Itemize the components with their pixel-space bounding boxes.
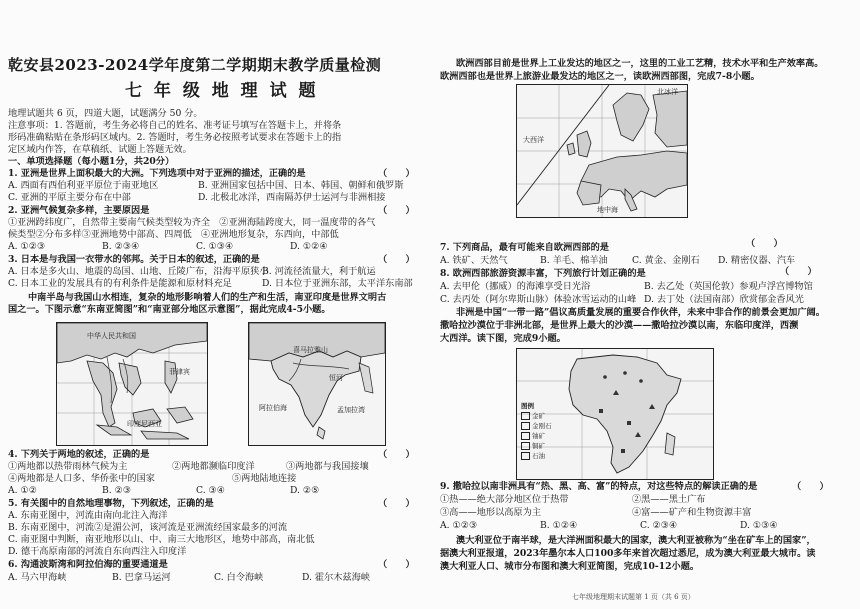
option-d: D. 德干高原南部的河流自东向西注入印度洋 [8,546,187,557]
option-a: A. 去甲伦（挪威）的海滩享受日光浴 [440,281,591,292]
option-a: A. ①②③ [8,241,46,252]
option-a: A. 马六甲海峡 [8,572,67,583]
legend-swatch [521,422,530,430]
option-c: C. ③④ [196,485,226,496]
option-d: D. 北极北冰洋，西南隔苏伊士运河与非洲相接 [198,192,386,203]
option-a: A. 铁矿、天然气 [440,255,508,266]
map-label: 孟加拉湾 [337,406,365,414]
legend-label: 铀矿 [532,432,545,440]
option-b: B. 羊毛、棉羊油 [540,255,608,266]
western-europe-map [516,84,688,218]
option-c: C. 亚洲的平原主要分布在中部 [8,192,131,203]
legend-label: 金矿 [532,412,545,420]
africa-map-graphic [517,349,713,479]
option-b: B. ②③ [102,485,132,496]
answer-paren: （ ） [378,254,415,265]
statement-line: ①两地都以热带雨林气候为主 [8,461,128,472]
western-europe-map-graphic [517,85,687,217]
passage-line: 中南半岛与我国山水相连，复杂的地形影响着人们的生产和生活，南亚印度是世界文明古 [28,292,387,303]
intro-line: 定区域内作答，在草稿纸、试题上答题无效。 [8,144,192,155]
option-d: D. ②⑤ [290,485,320,496]
passage-line: 欧洲西部目前是世界上工业发达的地区之一，这里的工业工艺精，技术水平和生产效率高。 [456,58,824,69]
answer-paren: （ ） [746,238,783,249]
option-a: A. 东南亚图中，河流由南向北注入海洋 [8,510,168,521]
option-a: A. 日本是多火山、地震的岛国、山地、丘陵广布，沿海平原狭小 [8,266,269,277]
question-stem: 4. 下列关于两地的叙述，正确的是 [8,449,150,460]
legend-swatch [521,452,530,460]
map-label: 地中海 [597,206,618,214]
option-b: B. 亚洲国家包括中国、日本、韩国、朝鲜和俄罗斯 [198,180,404,191]
statement-line: ④富——矿产和生物资源丰富 [632,507,752,518]
question-stem: 8. 欧洲西部旅游资源丰富，下列旅行计划正确的是 [440,268,646,279]
option-c: C. ②③④ [640,520,678,531]
passage-line: 据澳大利亚报道，2023年墨尔本人口100多年来首次超过悉尼，成为澳大利亚最大城市。读 [440,548,816,559]
statement-line: ③两地都与我国接壤 [286,461,369,472]
map-label: 菲律宾 [169,368,190,376]
intro-line: 注意事项：1. 答题前，考生务必将自己的姓名、准考证号填写在答题卡上，并将条 [8,120,342,131]
option-b: B. ②③④ [102,241,140,252]
south-asia-map [248,322,386,446]
legend-label: 金刚石 [532,422,552,430]
map-label: 恒河 [329,374,343,382]
exam-title: 乾安县2023-2024学年度第二学期期末教学质量检测 [8,56,382,74]
legend-swatch [521,412,530,420]
legend-label: 铜矿 [532,442,545,450]
option-d: D. 去丁处（法国南部）欣赏郁金香风光 [644,294,804,305]
statement-line: ②黑——黑土广布 [632,494,706,505]
statement-line: ②两地都濒临印度洋 [172,461,255,472]
passage-line: 大西洋。读下图，完成9小题。 [440,333,566,344]
legend-item [521,431,545,440]
map-label: 大西洋 [523,136,544,144]
passage-line: 撒哈拉沙漠位于非洲北部，是世界上最大的沙漠——撒哈拉沙漠以南，东临印度洋，西濒 [440,320,799,331]
passage-line: 澳大利亚位于南半球，是大洋洲面积最大的国家，澳大利亚被称为“坐在矿车上的国家”， [456,535,816,546]
statement-line: ④两地都是人口多、华侨张中的国家 [8,473,155,484]
question-stem: 6. 沟通波斯湾和阿拉伯海的重要通道是 [8,559,168,570]
legend-swatch [521,442,530,450]
answer-paren: （ ） [378,498,415,509]
option-d: D. 精密仪器、汽车 [718,255,796,266]
option-d: D. ①③④ [740,520,778,531]
map-label: 阿拉伯海 [259,404,287,412]
map-label: 印度尼西亚 [127,420,162,428]
answer-paren: （ ） [378,559,415,570]
answer-paren: （ ） [780,266,817,277]
passage-line: 欧洲西部也是世界上旅游业最发达的地区之一，读欧洲西部图，完成7-8小题。 [440,71,760,82]
answer-paren: （ ） [378,168,415,179]
option-a: A. 西面有西伯利亚平原位于南亚地区 [8,180,159,191]
statement-line: 候类型②分布多样③亚洲地势中部高、四周低 ④亚洲地形复杂，东西向，中部低 [8,229,339,240]
intro-line: 地理试题共 6 页，四道大题，试题满分 50 分。 [8,108,203,119]
intro-line: 形码准确粘贴在条形码区域内。2. 答题时，考生务必按照考试要求在答题卡上的指 [8,132,342,143]
passage-line: 澳大利亚人口、城市分布图和澳大利亚简图，完成10-12小题。 [440,561,700,572]
question-stem: 3. 日本是与我国一衣带水的邻邦。关于日本的叙述，正确的是 [8,254,260,265]
option-c: C. 黄金、金刚石 [632,255,700,266]
option-c: C. ①③④ [196,241,234,252]
statement-line: ①亚洲跨纬度广，自然带主要南气候类型较为齐全 ②亚洲海陆跨度大，同一温度带的各气 [8,217,376,228]
option-a: A. ①②③ [440,520,478,531]
passage-line: 国之一。下图示意“东南亚简图”和“南亚部分地区示意图”，据此完成4-5小题。 [8,304,331,315]
passage-line: 非洲是中国“一带一路”倡议高质量发展的重要合作伙伴，未来中非合作的前景会更加广阔。 [456,307,825,318]
question-stem: 1. 亚洲是世界上面积最大的大洲。下列选项中对于亚洲的描述，正确的是 [8,168,306,179]
map-label: 北冰洋 [657,88,678,96]
answer-paren: （ ） [378,449,415,460]
option-d: D. ①②④ [290,241,328,252]
africa-map [516,348,714,480]
option-a: A. ①② [8,485,37,496]
south-asia-map-graphic [249,323,385,445]
section-title: 一、单项选择题（每小题1分，共20分） [8,156,175,167]
answer-paren: （ ） [378,205,415,216]
statement-line: ⑤两地陆地连接 [232,473,297,484]
legend-item [521,451,545,460]
legend-item [521,411,545,420]
option-c: C. 白令海峡 [214,572,264,583]
page-footer: 七年级地理期末试题第 1 页（共 6 页） [572,593,695,601]
subject-title: 七 年 级 地 理 试 题 [125,81,319,101]
option-d: D. 日本位于亚洲东部，太平洋东南部 [262,278,413,289]
map-label: 喜马拉雅山 [293,346,328,354]
legend-item [521,421,552,430]
option-c: C. 南亚图中判断，南亚地形以山、中、南三大地形区，地势中部高，南北低 [8,534,315,545]
option-b: B. 河流径流量大，利于航运 [262,266,376,277]
legend-label: 石油 [532,452,545,460]
legend-swatch [521,432,530,440]
legend-title: 图例 [521,402,534,410]
answer-paren: （ ） [792,481,829,492]
option-b: B. ①②④ [540,520,578,531]
option-c: C. 去丙处（阿尔卑斯山脉）体验冰雪运动的山峰 [440,294,637,305]
option-b: B. 巴拿马运河 [112,572,171,583]
question-stem: 2. 亚洲气候复杂多样，主要原因是 [8,205,150,216]
question-stem: 5. 有关图中的自然地理事物，下列叙述，正确的是 [8,498,214,509]
question-stem: 7. 下列商品，最有可能来自欧洲西部的是 [440,242,609,253]
option-b: B. 去乙处（英国伦敦）参观卢浮宫博物馆 [644,281,813,292]
question-stem: 9. 撒哈拉以南非洲具有“热、黑、高、富”的特点，对这些特点的解读正确的是 [440,481,758,492]
option-b: B. 东南亚图中，河流②是湄公河，该河流是亚洲流经国家最多的河流 [8,522,288,533]
option-d: D. 霍尔木兹海峡 [302,572,371,583]
legend-item [521,441,545,450]
option-c: C. 日本工业的发展具有的有利条件是能源和原材料充足 [8,278,232,289]
statement-line: ①热——绝大部分地区位于热带 [440,494,569,505]
map-label: 中华人民共和国 [87,332,136,340]
right-column [436,0,860,609]
southeast-asia-map [56,322,208,446]
statement-line: ③高——地形以高原为主 [440,507,542,518]
